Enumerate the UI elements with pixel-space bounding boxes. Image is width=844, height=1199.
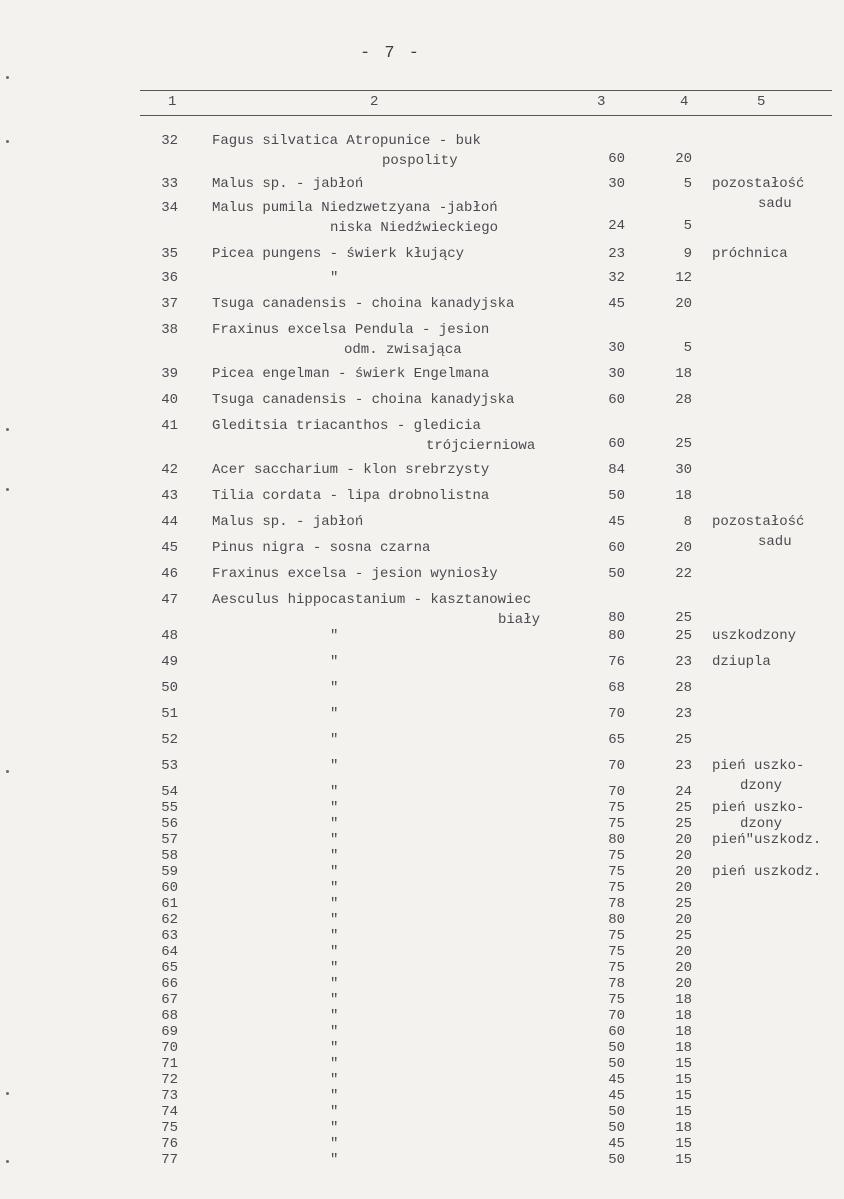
diameter-value: 75 — [608, 800, 625, 816]
height-value: 20 — [675, 864, 692, 880]
diameter-value: 30 — [608, 366, 625, 382]
row-number: 33 — [161, 176, 178, 192]
diameter-value: 60 — [608, 151, 625, 167]
row-number: 68 — [161, 1008, 178, 1024]
height-value: 20 — [675, 832, 692, 848]
diameter-value: 50 — [608, 1040, 625, 1056]
species-name: " — [330, 896, 339, 912]
diameter-value: 75 — [608, 928, 625, 944]
height-value: 18 — [675, 1008, 692, 1024]
height-value: 5 — [683, 340, 692, 356]
margin-mark — [6, 488, 9, 491]
remark-note: uszkodzony — [712, 628, 797, 644]
row-number: 56 — [161, 816, 178, 832]
height-value: 8 — [683, 514, 692, 530]
row-number: 40 — [161, 392, 178, 408]
species-name: Fagus silvatica Atropunice - buk — [212, 133, 481, 149]
height-value: 20 — [675, 960, 692, 976]
diameter-value: 75 — [608, 848, 625, 864]
species-name: " — [330, 1072, 339, 1088]
species-name: Malus sp. - jabłoń — [212, 514, 364, 530]
height-value: 20 — [675, 944, 692, 960]
species-name: odm. zwisająca — [344, 342, 462, 358]
height-value: 25 — [675, 816, 692, 832]
row-number: 59 — [161, 864, 178, 880]
row-number: 63 — [161, 928, 178, 944]
row-number: 52 — [161, 732, 178, 748]
height-value: 25 — [675, 896, 692, 912]
species-name: " — [330, 1136, 339, 1152]
species-name: " — [330, 848, 339, 864]
row-number: 58 — [161, 848, 178, 864]
remark-note: sadu — [758, 534, 792, 550]
species-name: " — [330, 1056, 339, 1072]
page-number: - 7 - — [360, 44, 422, 63]
species-name: " — [330, 1152, 339, 1168]
species-name: Fraxinus excelsa Pendula - jesion — [212, 322, 490, 338]
species-name: " — [330, 1104, 339, 1120]
height-value: 25 — [675, 436, 692, 452]
column-header-2: 2 — [370, 94, 379, 110]
species-name: Picea engelman - świerk Engelmana — [212, 366, 490, 382]
diameter-value: 78 — [608, 976, 625, 992]
row-number: 54 — [161, 784, 178, 800]
species-name: Tsuga canadensis - choina kanadyjska — [212, 392, 515, 408]
diameter-value: 24 — [608, 218, 625, 234]
diameter-value: 75 — [608, 880, 625, 896]
height-value: 15 — [675, 1072, 692, 1088]
height-value: 28 — [675, 680, 692, 696]
row-number: 70 — [161, 1040, 178, 1056]
height-value: 28 — [675, 392, 692, 408]
header-bottom-rule — [140, 115, 832, 116]
row-number: 67 — [161, 992, 178, 1008]
row-number: 53 — [161, 758, 178, 774]
row-number: 45 — [161, 540, 178, 556]
height-value: 18 — [675, 488, 692, 504]
row-number: 61 — [161, 896, 178, 912]
species-name: " — [330, 944, 339, 960]
height-value: 20 — [675, 848, 692, 864]
row-number: 42 — [161, 462, 178, 478]
species-name: " — [330, 992, 339, 1008]
species-name: " — [330, 832, 339, 848]
diameter-value: 75 — [608, 992, 625, 1008]
remark-note: pień uszko- — [712, 758, 805, 774]
species-name: " — [330, 784, 339, 800]
species-name: pospolity — [382, 153, 458, 169]
species-name: " — [330, 1040, 339, 1056]
row-number: 49 — [161, 654, 178, 670]
species-name: " — [330, 732, 339, 748]
row-number: 73 — [161, 1088, 178, 1104]
row-number: 46 — [161, 566, 178, 582]
height-value: 15 — [675, 1056, 692, 1072]
diameter-value: 80 — [608, 912, 625, 928]
height-value: 20 — [675, 912, 692, 928]
species-name: Picea pungens - świerk kłujący — [212, 246, 465, 262]
diameter-value: 45 — [608, 1072, 625, 1088]
species-name: Acer saccharium - klon srebrzysty — [212, 462, 490, 478]
row-number: 36 — [161, 270, 178, 286]
row-number: 50 — [161, 680, 178, 696]
species-name: " — [330, 758, 339, 774]
species-name: " — [330, 960, 339, 976]
row-number: 76 — [161, 1136, 178, 1152]
species-name: Fraxinus excelsa - jesion wyniosły — [212, 566, 498, 582]
diameter-value: 45 — [608, 1088, 625, 1104]
row-number: 55 — [161, 800, 178, 816]
diameter-value: 70 — [608, 706, 625, 722]
species-name: Tilia cordata - lipa drobnolistna — [212, 488, 490, 504]
height-value: 25 — [675, 928, 692, 944]
header-top-rule — [140, 90, 832, 91]
diameter-value: 45 — [608, 1136, 625, 1152]
height-value: 18 — [675, 1024, 692, 1040]
diameter-value: 78 — [608, 896, 625, 912]
row-number: 34 — [161, 200, 178, 216]
row-number: 74 — [161, 1104, 178, 1120]
diameter-value: 75 — [608, 960, 625, 976]
species-name: " — [330, 628, 339, 644]
height-value: 25 — [675, 732, 692, 748]
diameter-value: 50 — [608, 1120, 625, 1136]
row-number: 57 — [161, 832, 178, 848]
row-number: 47 — [161, 592, 178, 608]
species-name: Tsuga canadensis - choina kanadyjska — [212, 296, 515, 312]
height-value: 23 — [675, 706, 692, 722]
species-name: " — [330, 816, 339, 832]
row-number: 38 — [161, 322, 178, 338]
remark-note: pozostałość — [712, 176, 805, 192]
margin-mark — [6, 76, 9, 79]
height-value: 20 — [675, 540, 692, 556]
species-name: trójcierniowa — [426, 438, 536, 454]
height-value: 5 — [683, 176, 692, 192]
height-value: 5 — [683, 218, 692, 234]
height-value: 20 — [675, 976, 692, 992]
species-name: " — [330, 880, 339, 896]
remark-note: pień"uszkodz. — [712, 832, 822, 848]
height-value: 15 — [675, 1088, 692, 1104]
species-name: " — [330, 864, 339, 880]
diameter-value: 45 — [608, 514, 625, 530]
species-name: " — [330, 1088, 339, 1104]
species-name: Malus pumila Niedzwetzyana -jabłoń — [212, 200, 498, 216]
diameter-value: 60 — [608, 540, 625, 556]
height-value: 15 — [675, 1136, 692, 1152]
column-header-5: 5 — [757, 94, 766, 110]
species-name: niska Niedźwieckiego — [330, 220, 499, 236]
height-value: 24 — [675, 784, 692, 800]
row-number: 44 — [161, 514, 178, 530]
species-name: " — [330, 654, 339, 670]
species-name: " — [330, 706, 339, 722]
row-number: 77 — [161, 1152, 178, 1168]
row-number: 71 — [161, 1056, 178, 1072]
row-number: 69 — [161, 1024, 178, 1040]
species-name: " — [330, 928, 339, 944]
height-value: 20 — [675, 151, 692, 167]
row-number: 37 — [161, 296, 178, 312]
remark-note: pień uszko- — [712, 800, 805, 816]
diameter-value: 50 — [608, 1104, 625, 1120]
species-name: Malus sp. - jabłoń — [212, 176, 364, 192]
diameter-value: 76 — [608, 654, 625, 670]
remark-note: dzony — [740, 816, 783, 832]
species-name: " — [330, 912, 339, 928]
remark-note: pień uszkodz. — [712, 864, 822, 880]
row-number: 41 — [161, 418, 178, 434]
species-name: Pinus nigra - sosna czarna — [212, 540, 431, 556]
species-name: " — [330, 1008, 339, 1024]
diameter-value: 70 — [608, 784, 625, 800]
species-name: " — [330, 1120, 339, 1136]
species-name: " — [330, 800, 339, 816]
row-number: 60 — [161, 880, 178, 896]
remark-note: próchnica — [712, 246, 788, 262]
row-number: 39 — [161, 366, 178, 382]
margin-mark — [6, 140, 9, 143]
height-value: 18 — [675, 992, 692, 1008]
height-value: 18 — [675, 1120, 692, 1136]
diameter-value: 60 — [608, 1024, 625, 1040]
height-value: 25 — [675, 628, 692, 644]
row-number: 51 — [161, 706, 178, 722]
diameter-value: 70 — [608, 1008, 625, 1024]
diameter-value: 30 — [608, 340, 625, 356]
height-value: 23 — [675, 654, 692, 670]
height-value: 20 — [675, 880, 692, 896]
column-header-3: 3 — [597, 94, 606, 110]
species-name: " — [330, 270, 339, 286]
row-number: 43 — [161, 488, 178, 504]
height-value: 23 — [675, 758, 692, 774]
remark-note: dzony — [740, 778, 783, 794]
species-name: Aesculus hippocastanium - kasztanowiec — [212, 592, 532, 608]
column-header-1: 1 — [168, 94, 177, 110]
species-name: " — [330, 680, 339, 696]
height-value: 22 — [675, 566, 692, 582]
remark-note: sadu — [758, 196, 792, 212]
diameter-value: 50 — [608, 1152, 625, 1168]
height-value: 25 — [675, 800, 692, 816]
diameter-value: 50 — [608, 488, 625, 504]
margin-mark — [6, 1160, 9, 1163]
remark-note: dziupla — [712, 654, 771, 670]
species-name: Gleditsia triacanthos - gledicia — [212, 418, 481, 434]
height-value: 9 — [683, 246, 692, 262]
diameter-value: 70 — [608, 758, 625, 774]
row-number: 75 — [161, 1120, 178, 1136]
height-value: 25 — [675, 610, 692, 626]
row-number: 32 — [161, 133, 178, 149]
row-number: 64 — [161, 944, 178, 960]
diameter-value: 45 — [608, 296, 625, 312]
row-number: 66 — [161, 976, 178, 992]
diameter-value: 75 — [608, 864, 625, 880]
margin-mark — [6, 770, 9, 773]
margin-mark — [6, 428, 9, 431]
row-number: 65 — [161, 960, 178, 976]
height-value: 18 — [675, 366, 692, 382]
height-value: 18 — [675, 1040, 692, 1056]
diameter-value: 30 — [608, 176, 625, 192]
diameter-value: 80 — [608, 628, 625, 644]
diameter-value: 84 — [608, 462, 625, 478]
height-value: 15 — [675, 1104, 692, 1120]
species-name: " — [330, 976, 339, 992]
row-number: 72 — [161, 1072, 178, 1088]
column-header-4: 4 — [680, 94, 689, 110]
height-value: 20 — [675, 296, 692, 312]
diameter-value: 75 — [608, 944, 625, 960]
diameter-value: 50 — [608, 566, 625, 582]
row-number: 48 — [161, 628, 178, 644]
diameter-value: 65 — [608, 732, 625, 748]
species-name: " — [330, 1024, 339, 1040]
diameter-value: 50 — [608, 1056, 625, 1072]
diameter-value: 80 — [608, 610, 625, 626]
diameter-value: 80 — [608, 832, 625, 848]
diameter-value: 60 — [608, 392, 625, 408]
diameter-value: 75 — [608, 816, 625, 832]
species-name: biały — [498, 612, 541, 628]
height-value: 12 — [675, 270, 692, 286]
remark-note: pozostałość — [712, 514, 805, 530]
height-value: 15 — [675, 1152, 692, 1168]
diameter-value: 32 — [608, 270, 625, 286]
row-number: 35 — [161, 246, 178, 262]
diameter-value: 60 — [608, 436, 625, 452]
diameter-value: 23 — [608, 246, 625, 262]
diameter-value: 68 — [608, 680, 625, 696]
height-value: 30 — [675, 462, 692, 478]
margin-mark — [6, 1092, 9, 1095]
row-number: 62 — [161, 912, 178, 928]
